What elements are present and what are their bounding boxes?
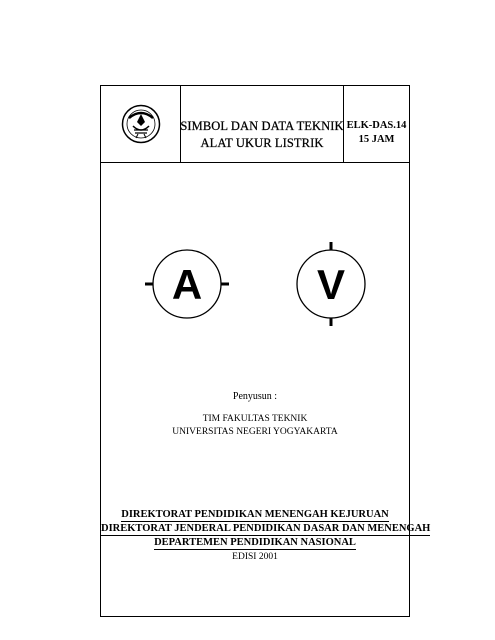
footer-directorate [101, 509, 409, 522]
authors-university: UNIVERSITAS NEGERI YOGYAKARTA [172, 427, 338, 437]
footer-line-1: DIREKTORAT PENDIDIKAN MENENGAH KEJURUAN [121, 509, 389, 520]
footer-department [101, 537, 409, 550]
footer-line-2: DIREKTORAT JENDERAL PENDIDIKAN DASAR DAN MENENGAH [101, 523, 431, 534]
module-duration: 15 JAM [358, 134, 395, 145]
module-code: ELK-DAS.14 [346, 120, 407, 131]
cover-frame [100, 85, 431, 617]
authors-team: TIM FAKULTAS TEKNIK [202, 414, 308, 424]
footer-line-3: DEPARTEMEN PENDIDIKAN NASIONAL [154, 537, 356, 548]
title-line-1: SIMBOL DAN DATA TEKNIK [180, 119, 344, 133]
measurement-symbols [101, 86, 409, 346]
edition: EDISI 2001 [232, 552, 278, 562]
title-line-2: ALAT UKUR LISTRIK [200, 136, 324, 150]
authors-label: Penyusun : [232, 391, 278, 402]
ammeter-letter: A [171, 261, 203, 308]
voltmeter-letter: V [316, 261, 346, 308]
ammeter-symbol-icon [145, 250, 229, 318]
footer-directorate-general [101, 523, 431, 536]
voltmeter-symbol-icon [297, 242, 365, 326]
